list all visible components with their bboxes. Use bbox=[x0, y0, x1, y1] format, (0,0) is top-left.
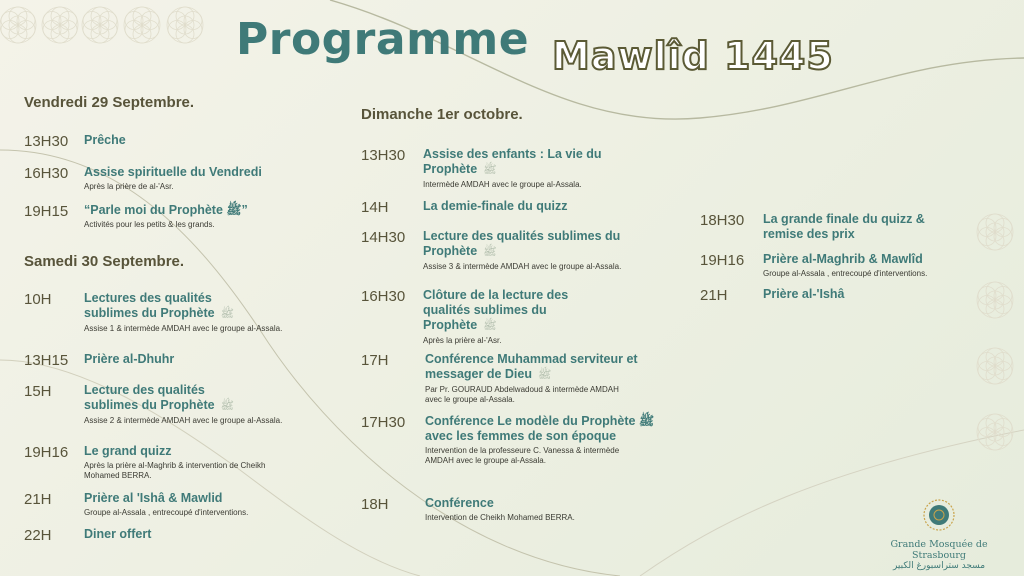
event-time: 15H bbox=[24, 383, 52, 400]
event-title: La grande finale du quizz & remise des prix bbox=[763, 212, 925, 241]
event-desc: Assise 3 & intermède AMDAH avec le groupe al-Assala. bbox=[423, 262, 622, 271]
event-time: 21H bbox=[700, 287, 728, 304]
event-title: Clôture de la lecture des qualités sublimes du Prophète bbox=[423, 288, 569, 332]
event-time: 16H30 bbox=[24, 165, 69, 182]
event-desc: Intermède AMDAH avec le groupe al-Assala. bbox=[423, 180, 582, 189]
logo-name: Grande Mosquée de Strasbourg bbox=[890, 539, 988, 561]
event-time: 14H bbox=[361, 199, 389, 216]
event-desc: Groupe al-Assala , entrecoupé d'interventions. bbox=[84, 508, 249, 517]
event-title: Lecture des qualités sublimes du Prophète bbox=[84, 383, 215, 412]
day-heading: Vendredi 29 Septembre. bbox=[24, 94, 195, 111]
event-title: Prière al 'Ishâ & Mawlid bbox=[84, 491, 223, 505]
event-title: Lectures des qualités sublimes du Prophète bbox=[84, 291, 215, 320]
event-desc: Intervention de la professeure C. Vanessa & intermède AMDAH avec le groupe al-Assala. bbox=[425, 446, 620, 465]
event-time: 16H30 bbox=[361, 288, 406, 305]
saw-symbol: ﷺ bbox=[483, 164, 497, 176]
event-title: La demie-finale du quizz bbox=[423, 199, 568, 213]
event-title: Prière al-Maghrib & Mawlîd bbox=[763, 252, 923, 266]
event-desc: Par Pr. GOURAUD Abdelwadoud & intermède AMDAH avec le groupe al-Assala. bbox=[425, 385, 619, 404]
event-desc: Activités pour les petits & les grands. bbox=[84, 220, 215, 229]
event-time: 17H bbox=[361, 352, 389, 369]
event-time: 22H bbox=[24, 527, 52, 544]
event-title: Conférence Muhammad serviteur et messager de Dieu bbox=[425, 352, 638, 381]
event-title: Le grand quizz bbox=[84, 444, 172, 458]
event-time: 18H bbox=[361, 496, 389, 513]
event-time: 17H30 bbox=[361, 414, 406, 431]
event-desc: Assise 1 & intermède AMDAH avec le groupe al-Assala. bbox=[84, 324, 283, 333]
event-time: 13H30 bbox=[361, 147, 406, 164]
event-desc: Intervention de Cheikh Mohamed BERRA. bbox=[425, 513, 575, 522]
event-time: 14H30 bbox=[361, 229, 406, 246]
event-title: Assise spirituelle du Vendredi bbox=[84, 165, 262, 179]
event-title: Diner offert bbox=[84, 527, 152, 541]
event-time: 19H16 bbox=[24, 444, 69, 461]
event-title: Prêche bbox=[84, 133, 126, 147]
event-title: Conférence bbox=[425, 496, 494, 510]
event-time: 13H30 bbox=[24, 133, 69, 150]
saw-symbol: ﷺ bbox=[483, 246, 497, 258]
saw-symbol: ﷺ bbox=[538, 369, 552, 381]
event-time: 19H15 bbox=[24, 203, 69, 220]
event-desc: Après la prière al-Maghrib & intervention de Cheikh Mohamed BERRA. bbox=[84, 461, 266, 480]
event-title: “Parle moi du Prophète ﷺ” bbox=[84, 203, 248, 217]
logo-arabic: مسجد ستراسبورغ الكبير bbox=[892, 561, 986, 571]
event-time: 21H bbox=[24, 491, 52, 508]
day-heading: Dimanche 1er octobre. bbox=[361, 106, 523, 123]
event-time: 13H15 bbox=[24, 352, 69, 369]
page-subtitle: Mawlîd 1445 bbox=[552, 34, 834, 78]
event-desc: Assise 2 & intermède AMDAH avec le groupe al-Assala. bbox=[84, 416, 283, 425]
saw-symbol: ﷺ bbox=[483, 320, 497, 332]
event-time: 19H16 bbox=[700, 252, 745, 269]
event-desc: Groupe al-Assala , entrecoupé d'interventions. bbox=[763, 269, 928, 278]
mosque-logo bbox=[864, 498, 1014, 571]
event-desc: Après la prière al-'Asr. bbox=[423, 336, 502, 345]
event-time: 10H bbox=[24, 291, 52, 308]
event-title: Prière al-Dhuhr bbox=[84, 352, 175, 366]
saw-symbol: ﷺ bbox=[220, 400, 234, 412]
saw-symbol: ﷺ bbox=[220, 308, 234, 320]
event-title: Prière al-'Ishâ bbox=[763, 287, 845, 301]
event-title: Conférence Le modèle du Prophète ﷺ avec les femmes de son époque bbox=[425, 414, 655, 443]
event-desc: Après la prière de al-'Asr. bbox=[84, 182, 174, 191]
page-title: Programme bbox=[236, 14, 530, 65]
event-time: 18H30 bbox=[700, 212, 745, 229]
event-title: Lecture des qualités sublimes du Prophète bbox=[423, 229, 621, 258]
event-title: Assise des enfants : La vie du Prophète bbox=[423, 147, 602, 176]
mosque-rosette-icon bbox=[922, 498, 956, 532]
day-heading: Samedi 30 Septembre. bbox=[24, 253, 185, 270]
